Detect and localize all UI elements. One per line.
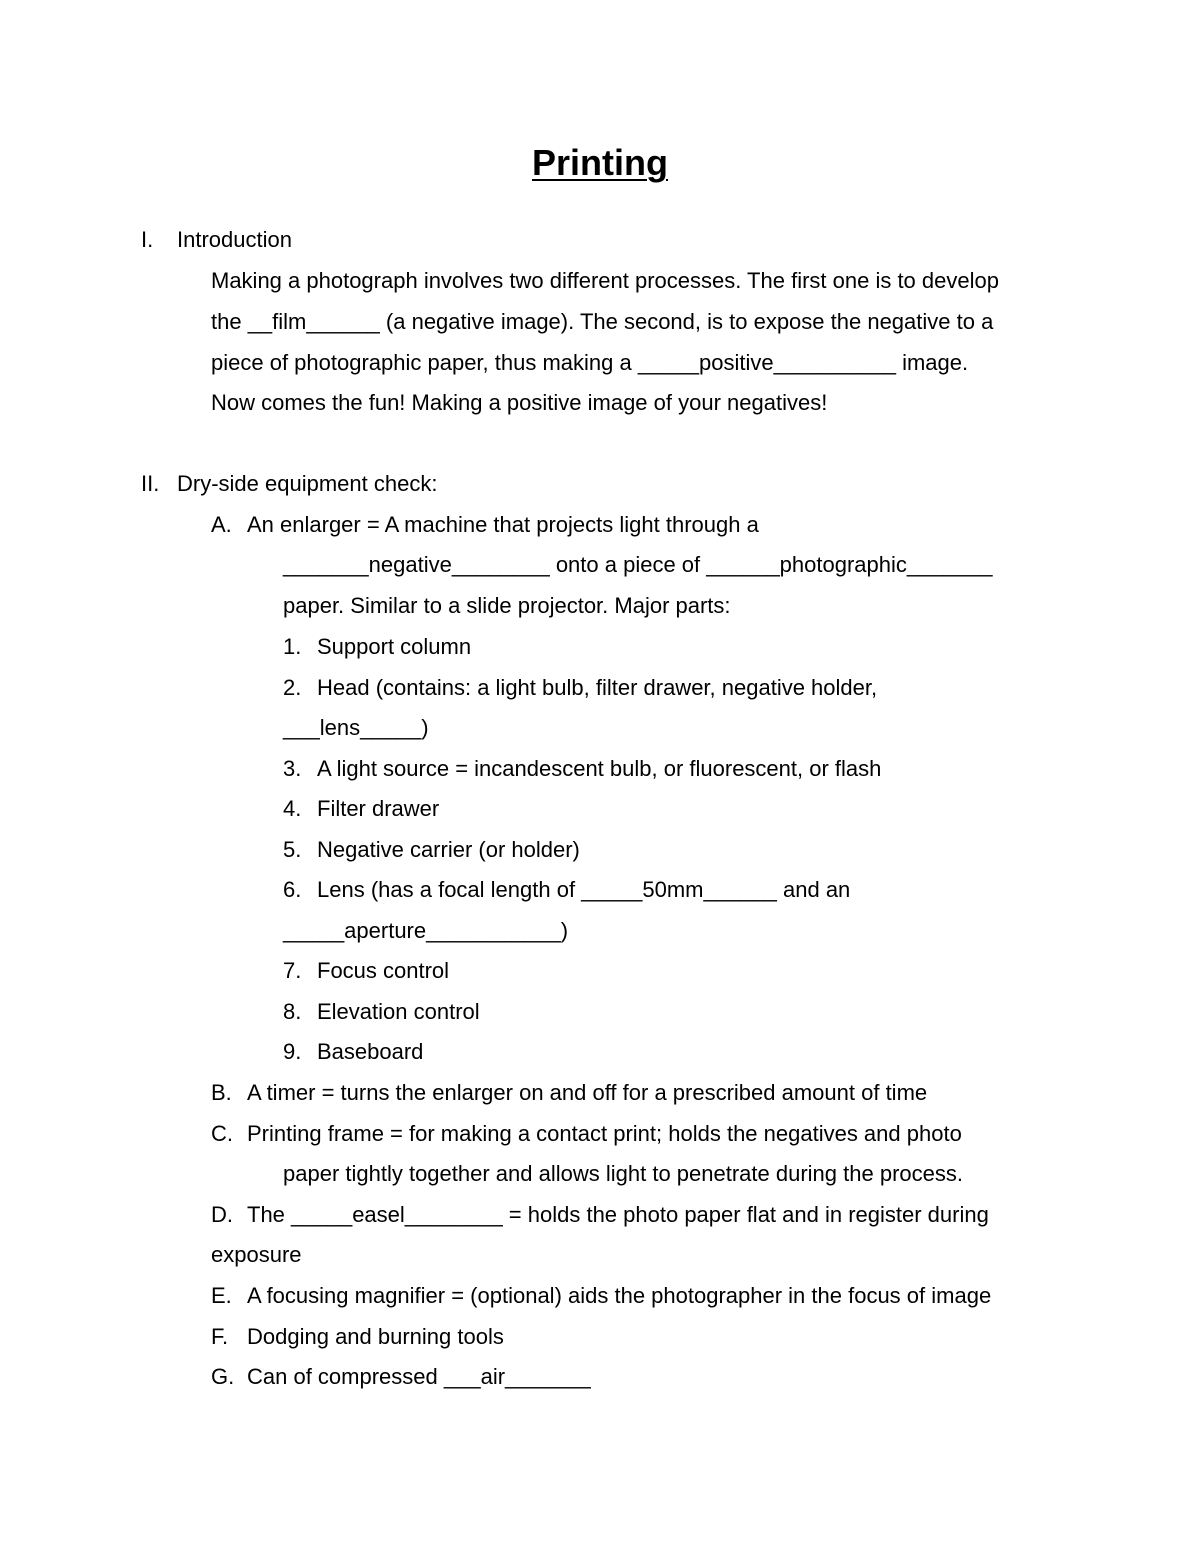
list-number: 6.	[283, 877, 302, 902]
list-letter: G.	[211, 1364, 235, 1389]
list-number: 5.	[283, 837, 302, 862]
list-item-text: Head (contains: a light bulb, filter drawer, negative holder,	[317, 675, 878, 700]
list-item-text: Filter drawer	[317, 796, 440, 821]
list-item-text: paper tightly together and allows light to penetrate during the process.	[283, 1161, 963, 1186]
list-number: 3.	[283, 756, 302, 781]
list-item-text: ___lens_____)	[283, 715, 429, 740]
list-item-text: exposure	[211, 1242, 302, 1267]
list-number: 7.	[283, 958, 302, 983]
list-item-text: Focus control	[317, 958, 450, 983]
page-title: Printing	[532, 142, 668, 183]
paragraph-line: Making a photograph involves two different processes. The first one is to develop	[211, 268, 999, 293]
list-item-text: The _____easel________ = holds the photo paper flat and in register during	[247, 1202, 989, 1227]
section-heading: Introduction	[177, 227, 292, 252]
list-letter: B.	[211, 1080, 232, 1105]
list-letter: E.	[211, 1283, 232, 1308]
list-item-text: An enlarger = A machine that projects light through a	[247, 512, 759, 537]
paragraph-line: the __film______ (a negative image). The second, is to expose the negative to a	[211, 309, 994, 334]
list-item-text: Support column	[317, 634, 472, 659]
list-letter: F.	[211, 1324, 229, 1349]
list-item-text: Baseboard	[317, 1039, 424, 1064]
list-item-text: Elevation control	[317, 999, 480, 1024]
list-item-text: Can of compressed ___air_______	[247, 1364, 591, 1389]
list-item-text: paper. Similar to a slide projector. Major parts:	[283, 593, 731, 618]
list-letter: C.	[211, 1121, 233, 1146]
paragraph-line: Now comes the fun! Making a positive image of your negatives!	[211, 390, 828, 415]
list-number: 2.	[283, 675, 302, 700]
list-item-text: Negative carrier (or holder)	[317, 837, 580, 862]
section-heading: Dry-side equipment check:	[177, 471, 438, 496]
section-numeral: II.	[141, 471, 160, 496]
list-item-text: A timer = turns the enlarger on and off for a prescribed amount of time	[247, 1080, 928, 1105]
list-item-text: A focusing magnifier = (optional) aids the photographer in the focus of image	[247, 1283, 992, 1308]
list-item-text: A light source = incandescent bulb, or fluorescent, or flash	[317, 756, 882, 781]
list-item-text: _______negative________ onto a piece of ______photographic_______	[283, 552, 993, 577]
list-letter: A.	[211, 512, 232, 537]
list-item-text: Dodging and burning tools	[247, 1324, 504, 1349]
list-item-text: Printing frame = for making a contact print; holds the negatives and photo	[247, 1121, 962, 1146]
list-number: 1.	[283, 634, 302, 659]
list-number: 8.	[283, 999, 302, 1024]
list-letter: D.	[211, 1202, 233, 1227]
section-numeral: I.	[141, 227, 154, 252]
list-number: 4.	[283, 796, 302, 821]
list-item-text: _____aperture___________)	[283, 918, 569, 943]
list-item-text: Lens (has a focal length of _____50mm______ and an	[317, 877, 851, 902]
paragraph-line: piece of photographic paper, thus making a _____positive__________ image.	[211, 350, 969, 375]
list-number: 9.	[283, 1039, 302, 1064]
